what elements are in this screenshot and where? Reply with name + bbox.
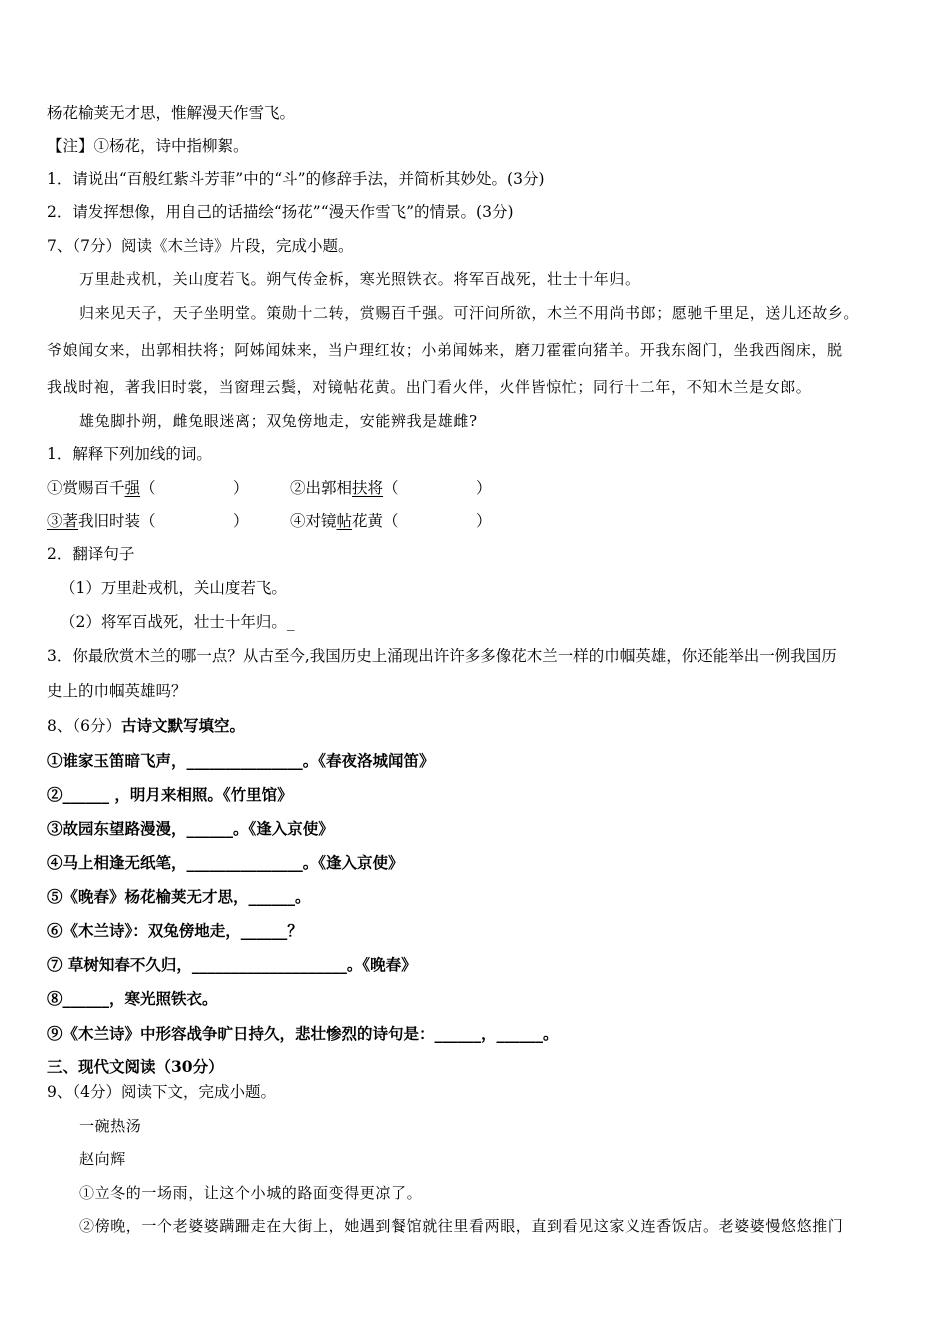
section-9-heading: 9、（4分）阅读下文，完成小题。 bbox=[47, 1083, 276, 1101]
section-7-heading: 7、（7分）阅读《木兰诗》片段，完成小题。 bbox=[47, 237, 354, 255]
item-1: ①赏赐百千强（ ） bbox=[47, 479, 249, 497]
fill-item-2: ②______ ，明月来相照。《竹里馆》 bbox=[47, 785, 293, 804]
section-8-heading: 8、（6分）古诗文默写填空。 bbox=[47, 716, 245, 735]
answer-blank: （ ） bbox=[383, 479, 492, 497]
answer-blank: （ ） bbox=[140, 479, 249, 497]
mulan-paragraph-1: 万里赴戎机，关山度若飞。朔气传金柝，寒光照铁衣。将军百战死，壮士十年归。 bbox=[79, 270, 641, 288]
question-7-1: 1．解释下列加线的词。 bbox=[47, 445, 212, 463]
question-7-3-line-2: 史上的巾帼英雄吗？ bbox=[47, 682, 187, 700]
translate-sentence-1: （1）万里赴戎机，关山度若飞。 bbox=[60, 579, 287, 597]
underlined-word: 强 bbox=[124, 479, 141, 497]
fill-item-1: ①谁家玉笛暗飞声，_______________。《春夜洛城闻笛》 bbox=[47, 751, 435, 770]
fill-item-5: ⑤《晚春》杨花榆荚无才思，______。 bbox=[47, 887, 311, 906]
fill-item-9: ⑨《木兰诗》中形容战争旷日持久，悲壮惨烈的诗句是：______，______。 bbox=[47, 1024, 559, 1043]
question-7-3-line-1: 3．你最欣赏木兰的哪一点？从古至今,我国历史上涌现出许许多多像花木兰一样的巾帼英雄，你还能举出一例我国历 bbox=[47, 647, 837, 665]
fill-item-6: ⑥《木兰诗》：双兔傍地走，______？ bbox=[47, 921, 303, 940]
article-paragraph-1: ①立冬的一场雨，让这个小城的路面变得更凉了。 bbox=[79, 1184, 423, 1202]
question-7-2: 2．翻译句子 bbox=[47, 545, 135, 563]
mulan-paragraph-2-line-3: 我战时袍，著我旧时裳，当窗理云鬓，对镜帖花黄。出门看火伴，火伴皆惊忙；同行十二年，不知木兰是女郎。 bbox=[47, 378, 812, 396]
section-3-heading: 三、现代文阅读（30分） bbox=[47, 1057, 224, 1076]
question-6-1: 1．请说出“百般红紫斗芳菲”中的“斗”的修辞手法，并简析其妙处。(3分) bbox=[47, 170, 545, 188]
underlined-word: 扶将 bbox=[352, 479, 384, 497]
item-2: ②出郭相扶将（ ） bbox=[290, 479, 492, 497]
fill-item-8: ⑧______，寒光照铁衣。 bbox=[47, 989, 218, 1008]
answer-blank: （ ） bbox=[140, 512, 249, 530]
mulan-paragraph-2-line-2: 爷娘闻女来，出郭相扶将；阿姊闻妹来，当户理红妆；小弟闻姊来，磨刀霍霍向猪羊。开我东阁门，坐我西阁床，脱 bbox=[47, 341, 843, 359]
fill-item-3: ③故园东望路漫漫，______。《逢入京使》 bbox=[47, 819, 334, 838]
annotation-note: 【注】①杨花，诗中指柳絮。 bbox=[47, 137, 249, 155]
translate-sentence-2: （2）将军百战死，壮士十年归。_ bbox=[60, 613, 295, 631]
underlined-word: ③著 bbox=[47, 512, 79, 530]
fill-item-4: ④马上相逢无纸笔，_______________。《逢入京使》 bbox=[47, 853, 404, 872]
mulan-paragraph-3: 雄兔脚扑朔，雌兔眼迷离；双兔傍地走，安能辨我是雄雌? bbox=[79, 412, 478, 430]
answer-blank: （ ） bbox=[383, 512, 492, 530]
question-6-2: 2．请发挥想像，用自己的话描绘“扬花”“漫天作雪飞”的情景。(3分) bbox=[47, 203, 514, 221]
item-3: ③著我旧时装（ ） bbox=[47, 512, 249, 530]
article-title: 一碗热汤 bbox=[79, 1117, 142, 1135]
mulan-paragraph-2-line-1: 归来见天子，天子坐明堂。策勋十二转，赏赐百千强。可汗问所欲，木兰不用尚书郎；愿驰千里足，送儿还故乡。 bbox=[79, 304, 860, 322]
article-author: 赵向辉 bbox=[79, 1150, 126, 1168]
fill-item-7: ⑦ 草树知春不久归，____________________。《晚春》 bbox=[47, 955, 417, 974]
article-paragraph-2: ②傍晚，一个老婆婆蹒跚走在大街上，她遇到餐馆就往里看两眼，直到看见这家义连香饭店。老婆婆慢悠悠推门 bbox=[79, 1217, 844, 1235]
poem-line: 杨花榆荚无才思，惟解漫天作雪飞。 bbox=[47, 104, 296, 122]
item-4: ④对镜帖花黄（ ） bbox=[290, 512, 492, 530]
underlined-word: 帖 bbox=[336, 512, 353, 530]
